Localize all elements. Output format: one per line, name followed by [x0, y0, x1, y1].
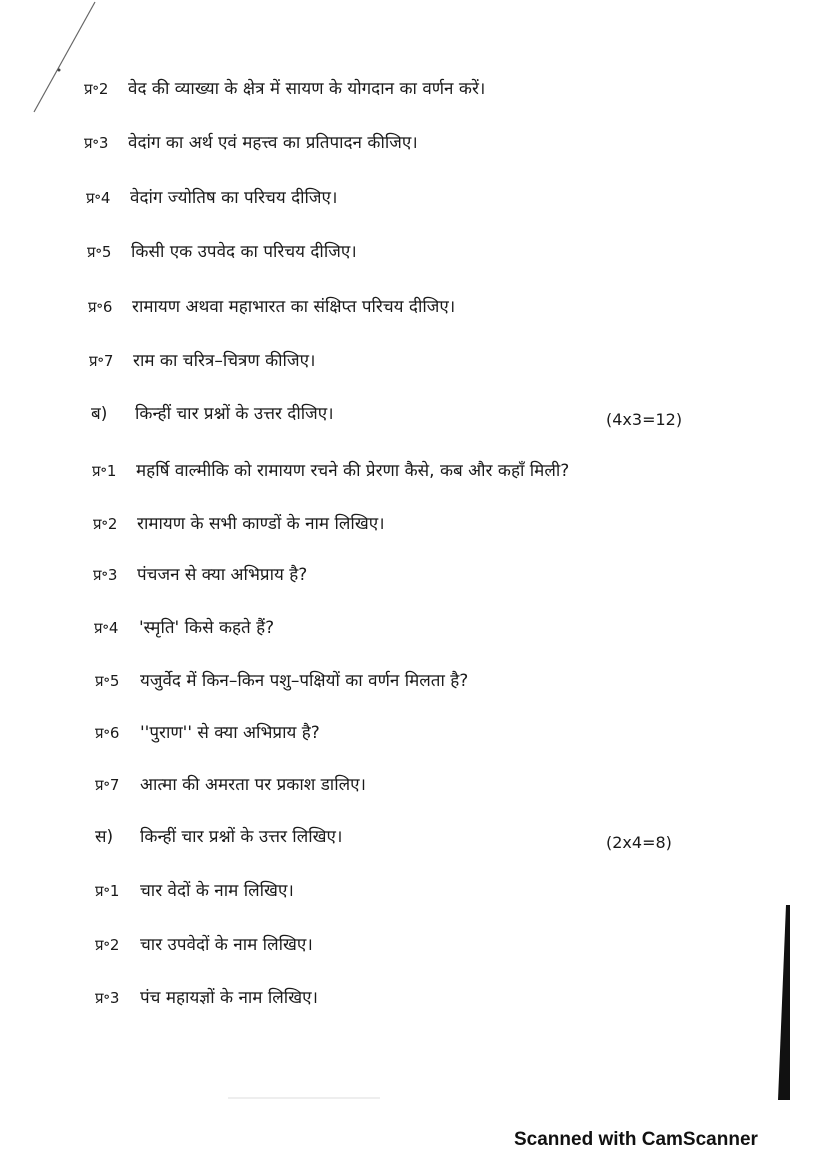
- question-text: किसी एक उपवेद का परिचय दीजिए।: [131, 242, 357, 262]
- question-text: पंचजन से क्या अभिप्राय है?: [137, 565, 308, 585]
- question-text: वेद की व्याख्या के क्षेत्र में सायण के योगदान का वर्णन करें।: [128, 79, 486, 99]
- question-number: प्र॰5: [95, 672, 120, 690]
- section-instruction: किन्हीं चार प्रश्नों के उत्तर लिखिए।: [140, 827, 343, 847]
- question-number: प्र॰4: [94, 619, 119, 637]
- question-text: राम का चरित्र–चित्रण कीजिए।: [133, 351, 316, 371]
- section-c-marks: (2x4=8): [606, 833, 672, 852]
- question-text: महर्षि वाल्मीकि को रामायण रचने की प्रेरणा कैसे, कब और कहाँ मिली?: [136, 461, 570, 481]
- question-number: प्र॰2: [93, 515, 118, 533]
- question-number: प्र॰6: [88, 298, 113, 316]
- question-number: प्र॰2: [95, 936, 120, 954]
- question-number: प्र॰3: [93, 566, 118, 584]
- scan-edge-shadow: [778, 905, 790, 1100]
- camscanner-watermark: Scanned with CamScanner: [514, 1129, 758, 1150]
- question-number: प्र॰1: [92, 462, 117, 480]
- section-label: स): [95, 827, 114, 847]
- section-instruction: किन्हीं चार प्रश्नों के उत्तर दीजिए।: [135, 404, 334, 424]
- question-text: चार वेदों के नाम लिखिए।: [140, 881, 294, 901]
- section-label: ब): [91, 404, 108, 424]
- question-number: प्र॰2: [84, 80, 109, 98]
- ink-dot: [58, 69, 61, 72]
- question-number: प्र॰6: [95, 724, 120, 742]
- question-number: प्र॰7: [89, 352, 114, 370]
- question-text: ''पुराण'' से क्या अभिप्राय है?: [140, 723, 320, 743]
- question-number: प्र॰1: [95, 882, 120, 900]
- question-number: प्र॰5: [87, 243, 112, 261]
- question-text: यजुर्वेद में किन–किन पशु–पक्षियों का वर्णन मिलता है?: [140, 671, 469, 691]
- question-text: वेदांग का अर्थ एवं महत्त्व का प्रतिपादन कीजिए।: [128, 133, 418, 153]
- question-number: प्र॰7: [95, 776, 120, 794]
- question-text: आत्मा की अमरता पर प्रकाश डालिए।: [140, 775, 366, 795]
- question-text: रामायण अथवा महाभारत का संक्षिप्त परिचय दीजिए।: [132, 297, 456, 317]
- question-number: प्र॰3: [84, 134, 109, 152]
- question-text: रामायण के सभी काण्डों के नाम लिखिए।: [137, 514, 385, 534]
- question-text: चार उपवेदों के नाम लिखिए।: [140, 935, 313, 955]
- section-b-marks: (4x3=12): [606, 410, 683, 429]
- question-text: 'स्मृति' किसे कहते हैं?: [139, 618, 275, 638]
- question-number: प्र॰3: [95, 989, 120, 1007]
- question-text: वेदांग ज्योतिष का परिचय दीजिए।: [130, 188, 338, 208]
- question-text: पंच महायज्ञों के नाम लिखिए।: [140, 988, 318, 1008]
- question-number: प्र॰4: [86, 189, 111, 207]
